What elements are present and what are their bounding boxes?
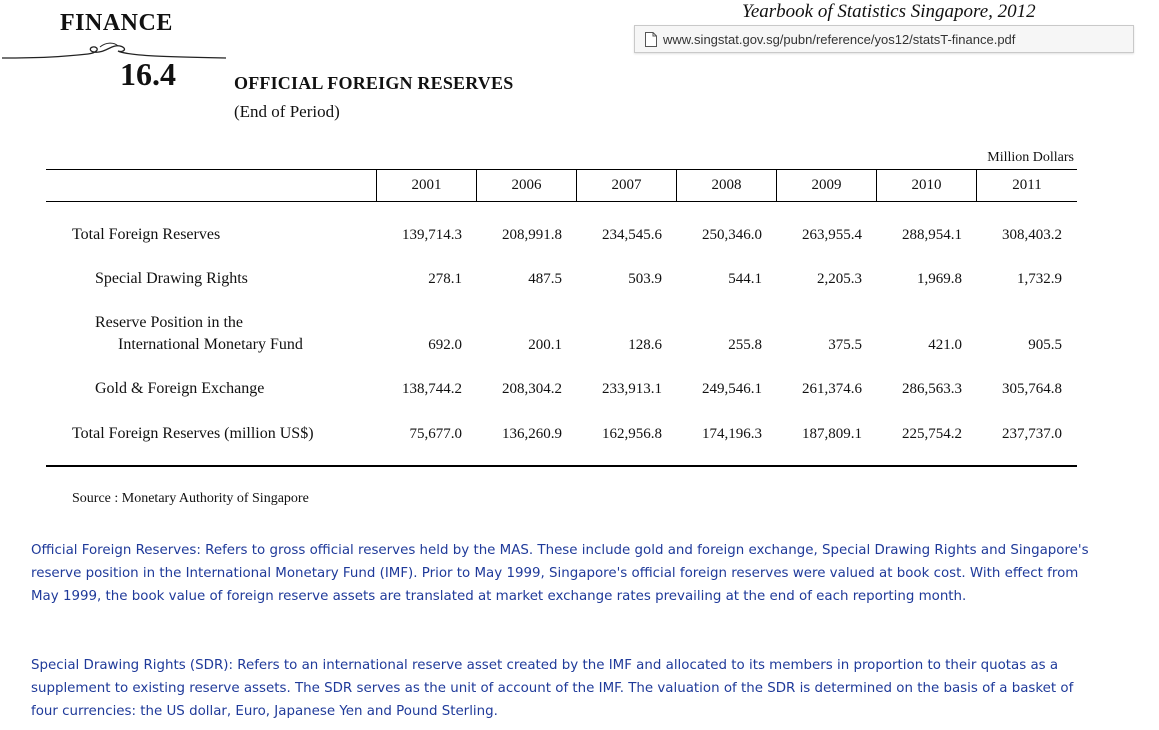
table-cell: 692.0 <box>428 337 462 353</box>
decorative-swirl-icon <box>0 38 230 62</box>
table-cell: 174,196.3 <box>702 426 762 442</box>
table-cell: 237,737.0 <box>1002 426 1062 442</box>
units-label: Million Dollars <box>987 150 1074 165</box>
url-text: www.singstat.gov.sg/pubn/reference/yos12/statsT-finance.pdf <box>663 31 1016 47</box>
note-official-foreign-reserves: Official Foreign Reserves: Refers to gross official reserves held by the MAS. These include gold and foreign exchange, Special Drawing Rights and Singapore's reserve position in the International Monetary Fund (IMF). Prior to May 1999, Singapore's official foreign reserves were valued at book cost. With effect from May 1999, the book value of foreign reserve assets are translated at market exchange rates prevailing at the end of each reporting month. <box>31 543 1089 604</box>
table-cell: 288,954.1 <box>902 227 962 243</box>
note-special-drawing-rights: Special Drawing Rights (SDR): Refers to an international reserve asset created by the IMF and allocated to its members in proportion to their quotas as a supplement to existing reserve assets. The SDR serves as the unit of account of the IMF. The valuation of the SDR is determined on the basis of a basket of four currencies: the US dollar, Euro, Japanese Yen and Pound Sterling. <box>31 658 1074 719</box>
row-label-reserve-position-line2: International Monetary Fund <box>118 336 303 353</box>
table-cell: 208,304.2 <box>502 381 562 397</box>
yearbook-title: Yearbook of Statistics Singapore, 2012 <box>742 1 1036 22</box>
table-cell: 187,809.1 <box>802 426 862 442</box>
section-label: FINANCE <box>60 10 173 36</box>
table-cell: 200.1 <box>528 337 562 353</box>
table-cell: 261,374.6 <box>802 381 862 397</box>
table-cell: 75,677.0 <box>409 426 462 442</box>
url-bar[interactable] <box>634 25 1134 53</box>
table-cell: 1,969.8 <box>917 271 962 287</box>
table-cell: 208,991.8 <box>502 227 562 243</box>
table-number: 16.4 <box>120 56 176 92</box>
column-header-2010: 2010 <box>911 177 942 193</box>
table-cell: 2,205.3 <box>817 271 862 287</box>
column-header-2008: 2008 <box>711 177 742 193</box>
row-label-total-foreign-reserves-usd: Total Foreign Reserves (million US$) <box>72 425 314 442</box>
table-cell: 234,545.6 <box>602 227 662 243</box>
row-label-gold-foreign-exchange: Gold & Foreign Exchange <box>95 380 265 397</box>
table-cell: 503.9 <box>628 271 662 287</box>
row-label-total-foreign-reserves: Total Foreign Reserves <box>72 226 221 243</box>
table-cell: 136,260.9 <box>502 426 562 442</box>
table-cell: 308,403.2 <box>1002 227 1062 243</box>
table-cell: 250,346.0 <box>702 227 762 243</box>
table-cell: 233,913.1 <box>602 381 662 397</box>
column-header-2006: 2006 <box>511 177 542 193</box>
table-subtitle: (End of Period) <box>234 102 340 121</box>
table-cell: 544.1 <box>728 271 762 287</box>
table-cell: 1,732.9 <box>1017 271 1062 287</box>
source-note: Source : Monetary Authority of Singapore <box>72 491 309 506</box>
table-cell: 138,744.2 <box>402 381 462 397</box>
table-cell: 128.6 <box>628 337 662 353</box>
row-label-reserve-position-line1: Reserve Position in the <box>95 314 243 331</box>
header-bottom-rule <box>46 201 1077 202</box>
page-icon <box>645 32 657 47</box>
column-header-2011: 2011 <box>1012 177 1042 193</box>
table-cell: 286,563.3 <box>902 381 962 397</box>
column-header-2001: 2001 <box>411 177 442 193</box>
table-cell: 255.8 <box>728 337 762 353</box>
column-header-2009: 2009 <box>811 177 842 193</box>
table-cell: 905.5 <box>1028 337 1062 353</box>
table-bottom-rule <box>46 465 1077 467</box>
table-cell: 225,754.2 <box>902 426 962 442</box>
table-cell: 375.5 <box>828 337 862 353</box>
table-cell: 249,546.1 <box>702 381 762 397</box>
table-cell: 305,764.8 <box>1002 381 1062 397</box>
table-cell: 162,956.8 <box>602 426 662 442</box>
row-label-special-drawing-rights: Special Drawing Rights <box>95 270 248 287</box>
table-cell: 139,714.3 <box>402 227 462 243</box>
table-cell: 421.0 <box>928 337 962 353</box>
table-cell: 263,955.4 <box>802 227 862 243</box>
column-header-2007: 2007 <box>611 177 642 193</box>
table-cell: 278.1 <box>428 271 462 287</box>
table-title: OFFICIAL FOREIGN RESERVES <box>234 73 514 93</box>
table-cell: 487.5 <box>528 271 562 287</box>
